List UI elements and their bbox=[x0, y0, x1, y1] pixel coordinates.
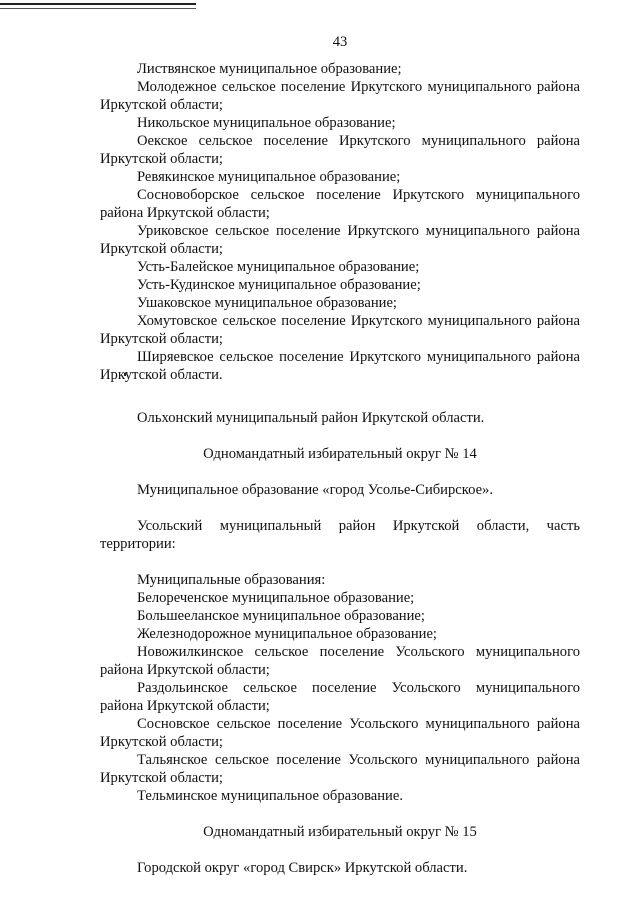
list-item: Раздольинское сельское поселение Усольского муниципального района Иркутской области; bbox=[100, 680, 580, 714]
list-item: Усть-Кудинское муниципальное образование; bbox=[137, 277, 421, 293]
olkhon-district: Ольхонский муниципальный район Иркутской области. bbox=[137, 410, 485, 426]
district-15-heading: Одномандатный избирательный округ № 15 bbox=[203, 824, 477, 840]
list-item: Тальянское сельское поселение Усольского муниципального района Иркутской области; bbox=[100, 752, 580, 786]
list-item: Усть-Балейское муниципальное образование; bbox=[137, 259, 420, 275]
list-item: Белореченское муниципальное образование; bbox=[137, 590, 415, 606]
list-item: Новожилкинское сельское поселение Усольского муниципального района Иркутской области; bbox=[100, 644, 580, 678]
list-item: Сосновское сельское поселение Усольского муниципального района Иркутской области; bbox=[100, 716, 580, 750]
list-item: Ревякинское муниципальное образование; bbox=[137, 169, 401, 185]
list-item: Оекское сельское поселение Иркутского муниципального района Иркутской области; bbox=[100, 133, 580, 167]
list-item: Большееланское муниципальное образование; bbox=[137, 608, 425, 624]
header-rule-thin bbox=[0, 8, 196, 9]
list-item: Листвянское муниципальное образование; bbox=[137, 61, 402, 77]
list-item: Никольское муниципальное образование; bbox=[137, 115, 396, 131]
usolye-city: Муниципальное образование «город Усолье-Сибирское». bbox=[137, 482, 494, 498]
list-item: Ушаковское муниципальное образование; bbox=[137, 295, 397, 311]
list-item: Железнодорожное муниципальное образование; bbox=[137, 626, 437, 642]
usolye-district: Усольский муниципальный район Иркутской области, часть территории: bbox=[100, 518, 580, 552]
list-item: Ширяевское сельское поселение Иркутского муниципального района Иркутской области. bbox=[100, 349, 580, 383]
header-rule bbox=[0, 3, 196, 5]
list-item: Уриковское сельское поселение Иркутского муниципального района Иркутской области; bbox=[100, 223, 580, 257]
list-item: Тельминское муниципальное образование. bbox=[137, 788, 403, 804]
list-item: Молодежное сельское поселение Иркутского муниципального района Иркутской области; bbox=[100, 79, 580, 113]
municipal-heading: Муниципальные образования: bbox=[137, 572, 326, 588]
list-item: Сосновоборское сельское поселение Иркутского муниципального района Иркутской области; bbox=[100, 187, 580, 221]
list-item: Хомутовское сельское поселение Иркутского муниципального района Иркутской области; bbox=[100, 313, 580, 347]
document-body bbox=[100, 60, 580, 877]
svirsk: Городской округ «город Свирск» Иркутской области. bbox=[137, 860, 468, 876]
page-number: 43 bbox=[332, 34, 348, 50]
district-14-heading: Одномандатный избирательный округ № 14 bbox=[203, 446, 477, 462]
